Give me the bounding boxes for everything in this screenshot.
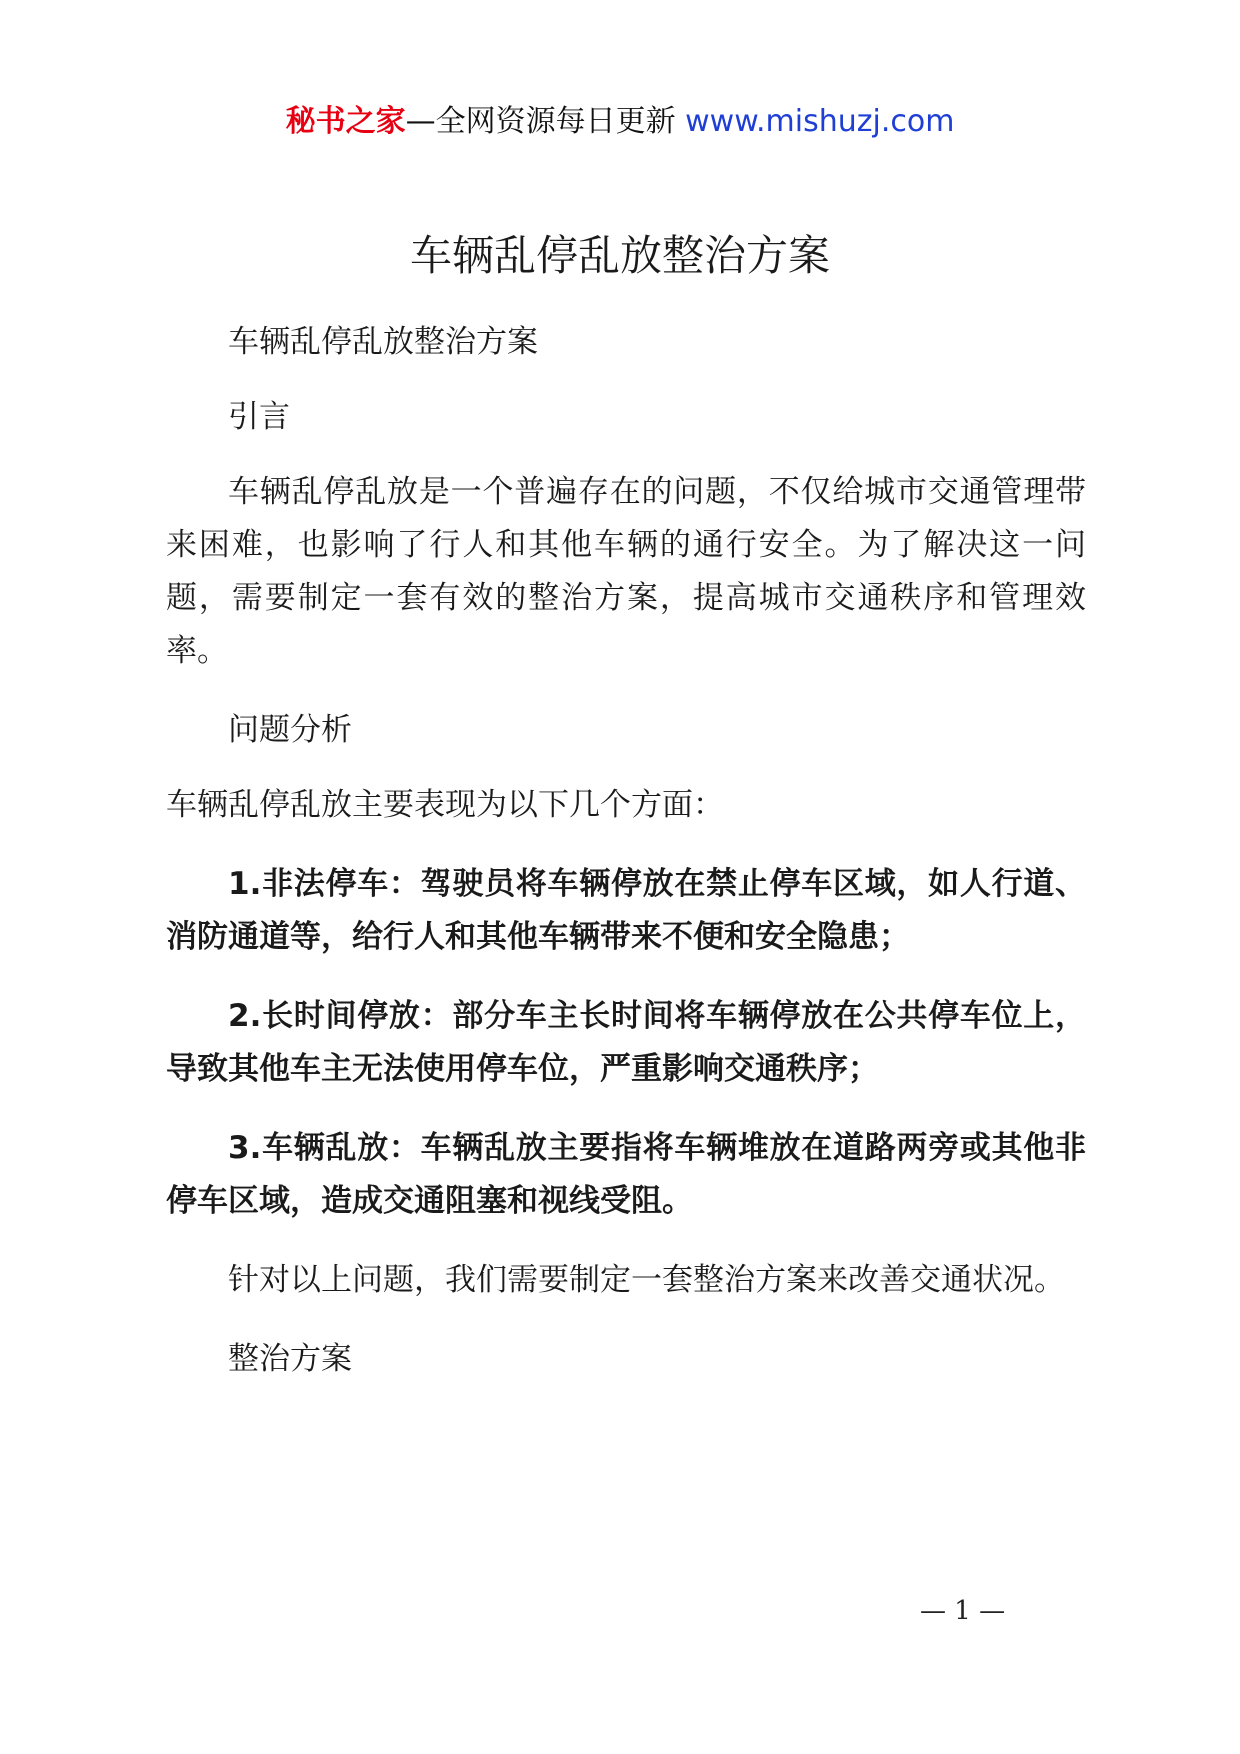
intro-paragraph: 车辆乱停乱放是一个普遍存在的问题，不仅给城市交通管理带来困难，也影响了行人和其他车辆的通行安全。为了解决这一问题，需要制定一套有效的整治方案，提高城市交通秩序和管理效率。 (166, 474, 1086, 669)
section-heading-analysis: 问题分析 (228, 712, 352, 748)
conclusion-paragraph: 针对以上问题，我们需要制定一套整治方案来改善交通状况。 (228, 1262, 1065, 1298)
document-body (166, 316, 1086, 1408)
site-url-link[interactable]: www.mishuzj.com (685, 104, 955, 139)
list-item-illegal-parking: 1.非法停车：驾驶员将车辆停放在禁止停车区域，如人行道、消防通道等，给行人和其他车辆带来不便和安全隐患； (166, 866, 1086, 955)
section-heading-intro: 引言 (228, 399, 290, 435)
document-title: 车辆乱停乱放整治方案 (409, 231, 830, 280)
analysis-lead-paragraph: 车辆乱停乱放主要表现为以下几个方面： (166, 787, 724, 823)
section-heading-plan: 整治方案 (228, 1341, 352, 1377)
site-tagline: —全网资源每日更新 (405, 104, 676, 139)
list-item-long-term-parking: 2.长时间停放：部分车主长时间将车辆停放在公共停车位上，导致其他车主无法使用停车位，严重影响交通秩序； (166, 998, 1086, 1087)
list-item-disorderly-placement: 3.车辆乱放：车辆乱放主要指将车辆堆放在道路两旁或其他非停车区域，造成交通阻塞和视线受阻。 (166, 1130, 1086, 1219)
site-header (0, 102, 1240, 142)
page-number: — 1 — (920, 1596, 1006, 1626)
site-brand: 秘书之家 (285, 104, 406, 139)
subtitle-paragraph: 车辆乱停乱放整治方案 (228, 324, 538, 360)
